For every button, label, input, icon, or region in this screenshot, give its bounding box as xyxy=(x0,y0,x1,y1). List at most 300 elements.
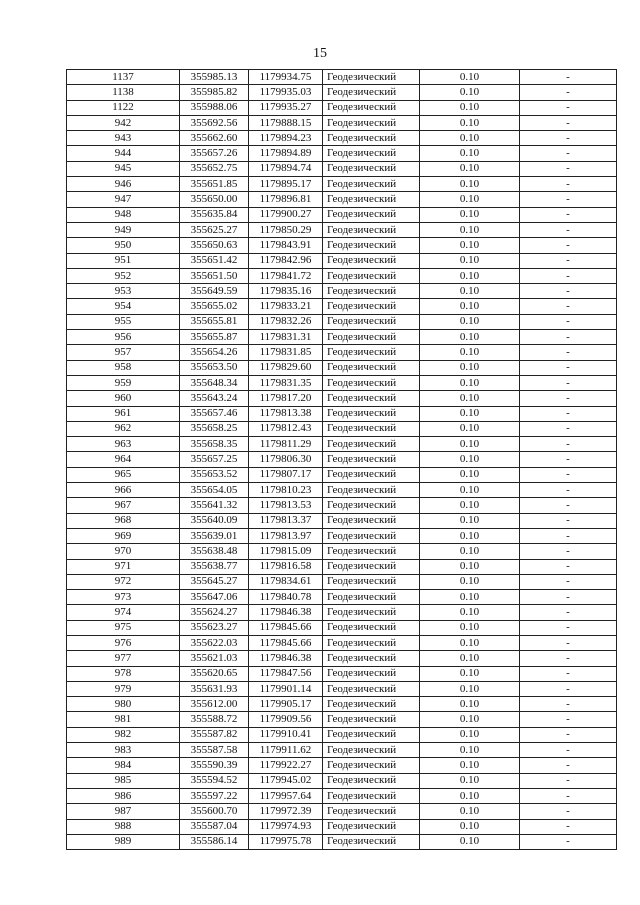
precision-cell: 0.10 xyxy=(420,528,520,543)
method-cell: Геодезический xyxy=(323,528,420,543)
precision-cell: 0.10 xyxy=(420,681,520,696)
table-row xyxy=(67,635,617,650)
method-cell: Геодезический xyxy=(323,574,420,589)
x-coordinate-cell: 355586.14 xyxy=(180,834,249,849)
precision-cell: 0.10 xyxy=(420,207,520,222)
point-number-cell: 981 xyxy=(67,712,180,727)
table-row xyxy=(67,452,617,467)
table-row xyxy=(67,406,617,421)
point-number-cell: 986 xyxy=(67,788,180,803)
table-row xyxy=(67,100,617,115)
y-coordinate-cell: 1179815.09 xyxy=(249,544,323,559)
y-coordinate-cell: 1179911.62 xyxy=(249,743,323,758)
method-cell: Геодезический xyxy=(323,773,420,788)
point-number-cell: 942 xyxy=(67,115,180,130)
point-number-cell: 970 xyxy=(67,544,180,559)
y-coordinate-cell: 1179834.61 xyxy=(249,574,323,589)
y-coordinate-cell: 1179813.97 xyxy=(249,528,323,543)
y-coordinate-cell: 1179847.56 xyxy=(249,666,323,681)
method-cell: Геодезический xyxy=(323,620,420,635)
point-number-cell: 955 xyxy=(67,314,180,329)
precision-cell: 0.10 xyxy=(420,574,520,589)
table-row xyxy=(67,559,617,574)
description-cell: - xyxy=(520,192,617,207)
precision-cell: 0.10 xyxy=(420,590,520,605)
point-number-cell: 976 xyxy=(67,635,180,650)
description-cell: - xyxy=(520,681,617,696)
y-coordinate-cell: 1179831.85 xyxy=(249,345,323,360)
x-coordinate-cell: 355588.72 xyxy=(180,712,249,727)
table-row xyxy=(67,666,617,681)
y-coordinate-cell: 1179812.43 xyxy=(249,421,323,436)
table-row xyxy=(67,421,617,436)
point-number-cell: 952 xyxy=(67,268,180,283)
precision-cell: 0.10 xyxy=(420,513,520,528)
table-row xyxy=(67,483,617,498)
description-cell: - xyxy=(520,590,617,605)
method-cell: Геодезический xyxy=(323,375,420,390)
x-coordinate-cell: 355645.27 xyxy=(180,574,249,589)
method-cell: Геодезический xyxy=(323,100,420,115)
table-row xyxy=(67,681,617,696)
method-cell: Геодезический xyxy=(323,437,420,452)
method-cell: Геодезический xyxy=(323,253,420,268)
x-coordinate-cell: 355640.09 xyxy=(180,513,249,528)
point-number-cell: 979 xyxy=(67,681,180,696)
precision-cell: 0.10 xyxy=(420,299,520,314)
point-number-cell: 967 xyxy=(67,498,180,513)
x-coordinate-cell: 355654.05 xyxy=(180,483,249,498)
description-cell: - xyxy=(520,100,617,115)
description-cell: - xyxy=(520,375,617,390)
precision-cell: 0.10 xyxy=(420,483,520,498)
method-cell: Геодезический xyxy=(323,146,420,161)
y-coordinate-cell: 1179835.16 xyxy=(249,284,323,299)
method-cell: Геодезический xyxy=(323,788,420,803)
y-coordinate-cell: 1179922.27 xyxy=(249,758,323,773)
y-coordinate-cell: 1179846.38 xyxy=(249,605,323,620)
table-row xyxy=(67,207,617,222)
x-coordinate-cell: 355985.13 xyxy=(180,70,249,85)
precision-cell: 0.10 xyxy=(420,192,520,207)
y-coordinate-cell: 1179807.17 xyxy=(249,467,323,482)
method-cell: Геодезический xyxy=(323,330,420,345)
precision-cell: 0.10 xyxy=(420,544,520,559)
point-number-cell: 963 xyxy=(67,437,180,452)
y-coordinate-cell: 1179894.74 xyxy=(249,161,323,176)
description-cell: - xyxy=(520,773,617,788)
y-coordinate-cell: 1179832.26 xyxy=(249,314,323,329)
precision-cell: 0.10 xyxy=(420,100,520,115)
y-coordinate-cell: 1179935.27 xyxy=(249,100,323,115)
point-number-cell: 959 xyxy=(67,375,180,390)
description-cell: - xyxy=(520,804,617,819)
precision-cell: 0.10 xyxy=(420,666,520,681)
precision-cell: 0.10 xyxy=(420,743,520,758)
y-coordinate-cell: 1179817.20 xyxy=(249,391,323,406)
description-cell: - xyxy=(520,421,617,436)
point-number-cell: 962 xyxy=(67,421,180,436)
point-number-cell: 956 xyxy=(67,330,180,345)
y-coordinate-cell: 1179806.30 xyxy=(249,452,323,467)
table-row xyxy=(67,727,617,742)
description-cell: - xyxy=(520,574,617,589)
precision-cell: 0.10 xyxy=(420,161,520,176)
y-coordinate-cell: 1179842.96 xyxy=(249,253,323,268)
method-cell: Геодезический xyxy=(323,697,420,712)
description-cell: - xyxy=(520,268,617,283)
y-coordinate-cell: 1179845.66 xyxy=(249,620,323,635)
table-row xyxy=(67,284,617,299)
precision-cell: 0.10 xyxy=(420,559,520,574)
precision-cell: 0.10 xyxy=(420,70,520,85)
method-cell: Геодезический xyxy=(323,360,420,375)
description-cell: - xyxy=(520,330,617,345)
precision-cell: 0.10 xyxy=(420,712,520,727)
y-coordinate-cell: 1179833.21 xyxy=(249,299,323,314)
method-cell: Геодезический xyxy=(323,222,420,237)
table-body xyxy=(67,70,617,850)
x-coordinate-cell: 355692.56 xyxy=(180,115,249,130)
description-cell: - xyxy=(520,115,617,130)
method-cell: Геодезический xyxy=(323,299,420,314)
table-row xyxy=(67,804,617,819)
table-row xyxy=(67,238,617,253)
y-coordinate-cell: 1179850.29 xyxy=(249,222,323,237)
description-cell: - xyxy=(520,620,617,635)
coordinates-table xyxy=(66,69,617,850)
point-number-cell: 966 xyxy=(67,483,180,498)
precision-cell: 0.10 xyxy=(420,697,520,712)
table-row xyxy=(67,375,617,390)
point-number-cell: 945 xyxy=(67,161,180,176)
method-cell: Геодезический xyxy=(323,177,420,192)
precision-cell: 0.10 xyxy=(420,314,520,329)
description-cell: - xyxy=(520,788,617,803)
precision-cell: 0.10 xyxy=(420,452,520,467)
x-coordinate-cell: 355600.70 xyxy=(180,804,249,819)
table-row xyxy=(67,70,617,85)
table-row xyxy=(67,788,617,803)
table-row xyxy=(67,115,617,130)
x-coordinate-cell: 355650.00 xyxy=(180,192,249,207)
precision-cell: 0.10 xyxy=(420,253,520,268)
y-coordinate-cell: 1179846.38 xyxy=(249,651,323,666)
table-row xyxy=(67,161,617,176)
x-coordinate-cell: 355657.26 xyxy=(180,146,249,161)
x-coordinate-cell: 355648.34 xyxy=(180,375,249,390)
table-row xyxy=(67,360,617,375)
x-coordinate-cell: 355635.84 xyxy=(180,207,249,222)
table-row xyxy=(67,192,617,207)
description-cell: - xyxy=(520,559,617,574)
y-coordinate-cell: 1179831.35 xyxy=(249,375,323,390)
x-coordinate-cell: 355651.50 xyxy=(180,268,249,283)
page-number: 15 xyxy=(313,46,327,61)
point-number-cell: 984 xyxy=(67,758,180,773)
point-number-cell: 1122 xyxy=(67,100,180,115)
x-coordinate-cell: 355612.00 xyxy=(180,697,249,712)
x-coordinate-cell: 355587.58 xyxy=(180,743,249,758)
x-coordinate-cell: 355657.46 xyxy=(180,406,249,421)
description-cell: - xyxy=(520,437,617,452)
x-coordinate-cell: 355655.02 xyxy=(180,299,249,314)
method-cell: Геодезический xyxy=(323,467,420,482)
table-row xyxy=(67,345,617,360)
point-number-cell: 968 xyxy=(67,513,180,528)
point-number-cell: 957 xyxy=(67,345,180,360)
y-coordinate-cell: 1179816.58 xyxy=(249,559,323,574)
method-cell: Геодезический xyxy=(323,131,420,146)
point-number-cell: 949 xyxy=(67,222,180,237)
table-row xyxy=(67,330,617,345)
precision-cell: 0.10 xyxy=(420,345,520,360)
description-cell: - xyxy=(520,177,617,192)
x-coordinate-cell: 355651.85 xyxy=(180,177,249,192)
y-coordinate-cell: 1179841.72 xyxy=(249,268,323,283)
point-number-cell: 985 xyxy=(67,773,180,788)
x-coordinate-cell: 355639.01 xyxy=(180,528,249,543)
description-cell: - xyxy=(520,635,617,650)
x-coordinate-cell: 355655.87 xyxy=(180,330,249,345)
description-cell: - xyxy=(520,605,617,620)
table-row xyxy=(67,544,617,559)
precision-cell: 0.10 xyxy=(420,635,520,650)
precision-cell: 0.10 xyxy=(420,773,520,788)
table-row xyxy=(67,131,617,146)
description-cell: - xyxy=(520,238,617,253)
description-cell: - xyxy=(520,513,617,528)
method-cell: Геодезический xyxy=(323,513,420,528)
description-cell: - xyxy=(520,253,617,268)
y-coordinate-cell: 1179910.41 xyxy=(249,727,323,742)
precision-cell: 0.10 xyxy=(420,819,520,834)
x-coordinate-cell: 355641.32 xyxy=(180,498,249,513)
y-coordinate-cell: 1179935.03 xyxy=(249,85,323,100)
method-cell: Геодезический xyxy=(323,70,420,85)
point-number-cell: 1138 xyxy=(67,85,180,100)
method-cell: Геодезический xyxy=(323,590,420,605)
method-cell: Геодезический xyxy=(323,681,420,696)
y-coordinate-cell: 1179811.29 xyxy=(249,437,323,452)
y-coordinate-cell: 1179975.78 xyxy=(249,834,323,849)
description-cell: - xyxy=(520,222,617,237)
precision-cell: 0.10 xyxy=(420,268,520,283)
description-cell: - xyxy=(520,743,617,758)
description-cell: - xyxy=(520,360,617,375)
method-cell: Геодезический xyxy=(323,314,420,329)
description-cell: - xyxy=(520,452,617,467)
precision-cell: 0.10 xyxy=(420,605,520,620)
x-coordinate-cell: 355643.24 xyxy=(180,391,249,406)
point-number-cell: 958 xyxy=(67,360,180,375)
precision-cell: 0.10 xyxy=(420,421,520,436)
x-coordinate-cell: 355594.52 xyxy=(180,773,249,788)
method-cell: Геодезический xyxy=(323,498,420,513)
y-coordinate-cell: 1179945.02 xyxy=(249,773,323,788)
point-number-cell: 944 xyxy=(67,146,180,161)
method-cell: Геодезический xyxy=(323,666,420,681)
table-row xyxy=(67,513,617,528)
point-number-cell: 961 xyxy=(67,406,180,421)
point-number-cell: 988 xyxy=(67,819,180,834)
precision-cell: 0.10 xyxy=(420,131,520,146)
description-cell: - xyxy=(520,131,617,146)
precision-cell: 0.10 xyxy=(420,620,520,635)
table-row xyxy=(67,299,617,314)
table-row xyxy=(67,620,617,635)
method-cell: Геодезический xyxy=(323,207,420,222)
x-coordinate-cell: 355658.25 xyxy=(180,421,249,436)
table-row xyxy=(67,758,617,773)
x-coordinate-cell: 355655.81 xyxy=(180,314,249,329)
description-cell: - xyxy=(520,467,617,482)
y-coordinate-cell: 1179810.23 xyxy=(249,483,323,498)
y-coordinate-cell: 1179909.56 xyxy=(249,712,323,727)
table-row xyxy=(67,574,617,589)
y-coordinate-cell: 1179934.75 xyxy=(249,70,323,85)
point-number-cell: 974 xyxy=(67,605,180,620)
x-coordinate-cell: 355620.65 xyxy=(180,666,249,681)
point-number-cell: 950 xyxy=(67,238,180,253)
y-coordinate-cell: 1179900.27 xyxy=(249,207,323,222)
x-coordinate-cell: 355625.27 xyxy=(180,222,249,237)
point-number-cell: 969 xyxy=(67,528,180,543)
point-number-cell: 978 xyxy=(67,666,180,681)
x-coordinate-cell: 355650.63 xyxy=(180,238,249,253)
precision-cell: 0.10 xyxy=(420,834,520,849)
x-coordinate-cell: 355621.03 xyxy=(180,651,249,666)
method-cell: Геодезический xyxy=(323,651,420,666)
x-coordinate-cell: 355657.25 xyxy=(180,452,249,467)
description-cell: - xyxy=(520,727,617,742)
table-row xyxy=(67,528,617,543)
point-number-cell: 980 xyxy=(67,697,180,712)
description-cell: - xyxy=(520,544,617,559)
x-coordinate-cell: 355631.93 xyxy=(180,681,249,696)
description-cell: - xyxy=(520,528,617,543)
x-coordinate-cell: 355988.06 xyxy=(180,100,249,115)
precision-cell: 0.10 xyxy=(420,788,520,803)
method-cell: Геодезический xyxy=(323,391,420,406)
method-cell: Геодезический xyxy=(323,284,420,299)
precision-cell: 0.10 xyxy=(420,651,520,666)
point-number-cell: 975 xyxy=(67,620,180,635)
description-cell: - xyxy=(520,758,617,773)
table-row xyxy=(67,437,617,452)
method-cell: Геодезический xyxy=(323,758,420,773)
y-coordinate-cell: 1179905.17 xyxy=(249,697,323,712)
point-number-cell: 947 xyxy=(67,192,180,207)
table-row xyxy=(67,834,617,849)
point-number-cell: 954 xyxy=(67,299,180,314)
table-row xyxy=(67,651,617,666)
precision-cell: 0.10 xyxy=(420,391,520,406)
point-number-cell: 987 xyxy=(67,804,180,819)
description-cell: - xyxy=(520,498,617,513)
x-coordinate-cell: 355654.26 xyxy=(180,345,249,360)
point-number-cell: 960 xyxy=(67,391,180,406)
method-cell: Геодезический xyxy=(323,712,420,727)
x-coordinate-cell: 355638.48 xyxy=(180,544,249,559)
method-cell: Геодезический xyxy=(323,544,420,559)
y-coordinate-cell: 1179813.53 xyxy=(249,498,323,513)
description-cell: - xyxy=(520,314,617,329)
precision-cell: 0.10 xyxy=(420,330,520,345)
method-cell: Геодезический xyxy=(323,345,420,360)
method-cell: Геодезический xyxy=(323,238,420,253)
point-number-cell: 946 xyxy=(67,177,180,192)
method-cell: Геодезический xyxy=(323,743,420,758)
table-row xyxy=(67,391,617,406)
table-row xyxy=(67,268,617,283)
description-cell: - xyxy=(520,161,617,176)
x-coordinate-cell: 355985.82 xyxy=(180,85,249,100)
table-row xyxy=(67,498,617,513)
x-coordinate-cell: 355649.59 xyxy=(180,284,249,299)
method-cell: Геодезический xyxy=(323,268,420,283)
point-number-cell: 951 xyxy=(67,253,180,268)
description-cell: - xyxy=(520,284,617,299)
description-cell: - xyxy=(520,819,617,834)
table-row xyxy=(67,222,617,237)
y-coordinate-cell: 1179845.66 xyxy=(249,635,323,650)
x-coordinate-cell: 355658.35 xyxy=(180,437,249,452)
point-number-cell: 972 xyxy=(67,574,180,589)
x-coordinate-cell: 355624.27 xyxy=(180,605,249,620)
y-coordinate-cell: 1179829.60 xyxy=(249,360,323,375)
method-cell: Геодезический xyxy=(323,452,420,467)
precision-cell: 0.10 xyxy=(420,177,520,192)
precision-cell: 0.10 xyxy=(420,284,520,299)
precision-cell: 0.10 xyxy=(420,238,520,253)
table-row xyxy=(67,605,617,620)
x-coordinate-cell: 355638.77 xyxy=(180,559,249,574)
method-cell: Геодезический xyxy=(323,421,420,436)
x-coordinate-cell: 355597.22 xyxy=(180,788,249,803)
table-row xyxy=(67,819,617,834)
method-cell: Геодезический xyxy=(323,483,420,498)
description-cell: - xyxy=(520,207,617,222)
method-cell: Геодезический xyxy=(323,406,420,421)
point-number-cell: 964 xyxy=(67,452,180,467)
y-coordinate-cell: 1179894.89 xyxy=(249,146,323,161)
y-coordinate-cell: 1179901.14 xyxy=(249,681,323,696)
x-coordinate-cell: 355651.42 xyxy=(180,253,249,268)
method-cell: Геодезический xyxy=(323,85,420,100)
y-coordinate-cell: 1179888.15 xyxy=(249,115,323,130)
method-cell: Геодезический xyxy=(323,727,420,742)
precision-cell: 0.10 xyxy=(420,85,520,100)
description-cell: - xyxy=(520,834,617,849)
precision-cell: 0.10 xyxy=(420,406,520,421)
method-cell: Геодезический xyxy=(323,819,420,834)
description-cell: - xyxy=(520,697,617,712)
precision-cell: 0.10 xyxy=(420,360,520,375)
precision-cell: 0.10 xyxy=(420,727,520,742)
table-row xyxy=(67,146,617,161)
description-cell: - xyxy=(520,85,617,100)
method-cell: Геодезический xyxy=(323,635,420,650)
table-row xyxy=(67,314,617,329)
precision-cell: 0.10 xyxy=(420,222,520,237)
y-coordinate-cell: 1179895.17 xyxy=(249,177,323,192)
x-coordinate-cell: 355647.06 xyxy=(180,590,249,605)
y-coordinate-cell: 1179894.23 xyxy=(249,131,323,146)
table-row xyxy=(67,773,617,788)
x-coordinate-cell: 355662.60 xyxy=(180,131,249,146)
description-cell: - xyxy=(520,483,617,498)
